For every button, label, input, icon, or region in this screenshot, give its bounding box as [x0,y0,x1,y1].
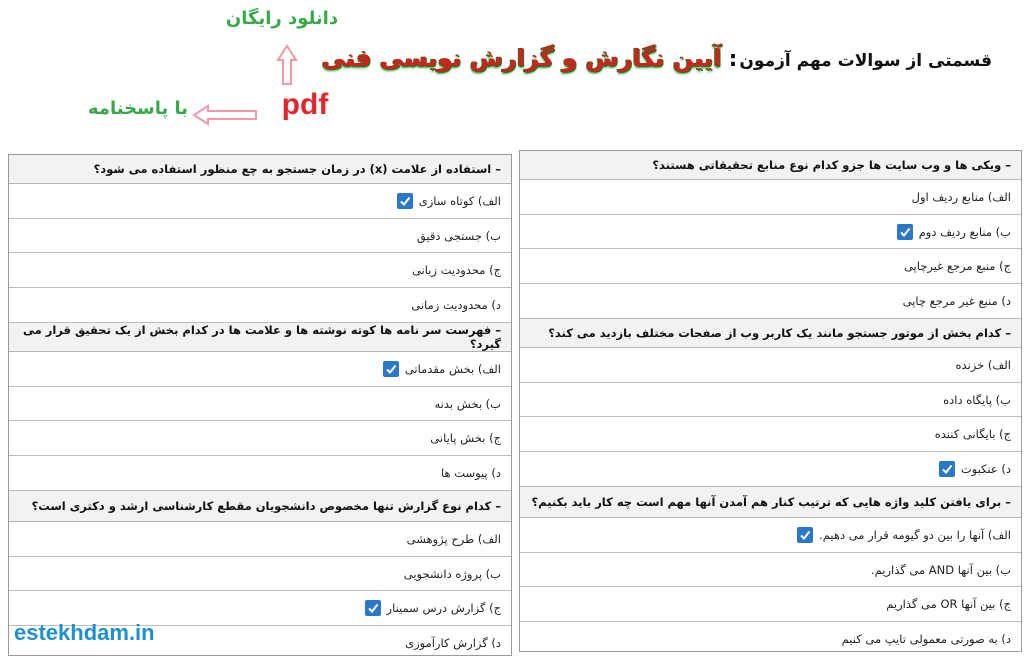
checkbox-checked-icon[interactable] [397,193,413,209]
answer-option-label: د) عنکبوت [960,462,1011,476]
answer-option-label: ب) منابع ردیف دوم [918,224,1011,239]
document-title [321,44,992,88]
answer-option[interactable] [520,518,1021,553]
answer-option[interactable] [520,215,1021,249]
answer-option-label: الف) کوتاه سازی [418,194,501,208]
answer-option-label: الف) طرح پژوهشی [406,532,501,546]
watermark-site: estekhdam.in [14,620,155,645]
answer-option-label: ب) بین آنها AND می گذاریم. [870,562,1011,577]
arrow-up-icon [276,44,298,86]
arrow-left-icon [192,104,258,126]
answer-option[interactable] [520,553,1021,587]
answer-option[interactable] [9,352,511,387]
answer-option-label: ب) پروژه دانشجویی [403,566,501,581]
answer-option[interactable] [520,284,1021,319]
answer-option[interactable] [520,587,1021,622]
answer-option[interactable] [9,253,511,288]
answer-option-label: ج) بین آنها OR می گذاریم [886,597,1011,611]
answer-option-label: الف) منابع ردیف اول [911,190,1011,204]
question-3: – برای یافتن کلید واژه هایی که ترتیب کنار هم آمدن آنها مهم است چه کار باید بکنیم؟ [520,487,1021,518]
answer-option-label: د) پیوست ها [440,466,501,480]
answer-option[interactable] [9,522,511,557]
checkbox-checked-icon[interactable] [797,527,813,543]
answer-option[interactable] [9,219,511,253]
answer-option-label: ج) منبع مرجع غیرچاپی [903,259,1011,273]
question-2: – کدام بخش از موتور جستجو مانند یک کاربر وب از صفحات مختلف بازدید می کند؟ [520,319,1021,348]
answer-option[interactable] [520,622,1021,656]
answer-option[interactable] [520,383,1021,417]
answer-option-label: د) محدودیت زمانی [411,298,501,312]
answer-option[interactable] [9,456,511,491]
checkbox-checked-icon[interactable] [383,361,399,377]
answer-option-label: الف) آنها را بین دو گیومه قرار می دهیم. [819,528,1011,542]
question-1: – استفاده از علامت (x) در زمان جستجو به چع منظور استفاده می شود؟ [9,155,511,184]
question-1: – ویکی ها و وب سایت ها جزو کدام نوع منابع تحقیقاتی هستند؟ [520,151,1021,180]
answer-option[interactable] [9,557,511,591]
answer-option[interactable] [9,288,511,323]
title-colon: : [728,47,738,72]
free-download-label: دانلود رایگان [225,8,339,29]
answer-option[interactable] [520,452,1021,487]
answer-option-label: ج) گزارش درس سمینار [386,601,501,615]
answer-option-label: د) به صورتی معمولی تایپ می کنیم [841,632,1011,646]
answer-option-label: ج) بخش پایانی [430,431,501,445]
answer-option[interactable] [9,184,511,219]
answer-option-label: ج) بایگانی کننده [934,427,1011,441]
title-intro: قسمتی از سوالات مهم آزمون [739,51,992,71]
answer-option[interactable] [9,421,511,456]
answer-option-label: د) گزارش کارآموزی [405,636,501,650]
answer-option[interactable] [9,387,511,421]
answer-option[interactable] [520,180,1021,215]
answer-option[interactable] [520,417,1021,452]
pdf-label: pdf [281,88,329,121]
with-answers-label: با پاسخنامه [87,98,189,119]
question-2: – فهرست سر نامه ها کوته نوشته ها و علامت ها در کدام بخش از یک تحقیق قرار می گیرد؟ [9,323,511,352]
right-question-panel [519,150,1022,652]
title-main: آیین نگارش و گزارش نویسی فنی [321,44,722,72]
answer-option-label: الف) بخش مقدماتی [404,362,501,376]
answer-option-label: الف) خزنده [955,358,1011,372]
question-3: – کدام نوع گزارش تنها مخصوص دانشجویان مقطع کارشناسی ارشد و دکتری است؟ [9,491,511,522]
answer-option-label: د) منبع غیر مرجع چاپی [902,294,1011,308]
answer-option[interactable] [520,249,1021,284]
answer-option[interactable] [520,348,1021,383]
answer-option-label: ج) محدودیت زبانی [411,263,501,277]
answer-option-label: ب) پایگاه داده [943,392,1011,407]
left-question-panel [8,154,512,656]
answer-option-label: ب) جستجی دقیق [416,228,501,243]
checkbox-checked-icon[interactable] [365,600,381,616]
checkbox-checked-icon[interactable] [939,461,955,477]
checkbox-checked-icon[interactable] [897,224,913,240]
answer-option-label: ب) بخش بدنه [434,396,501,411]
